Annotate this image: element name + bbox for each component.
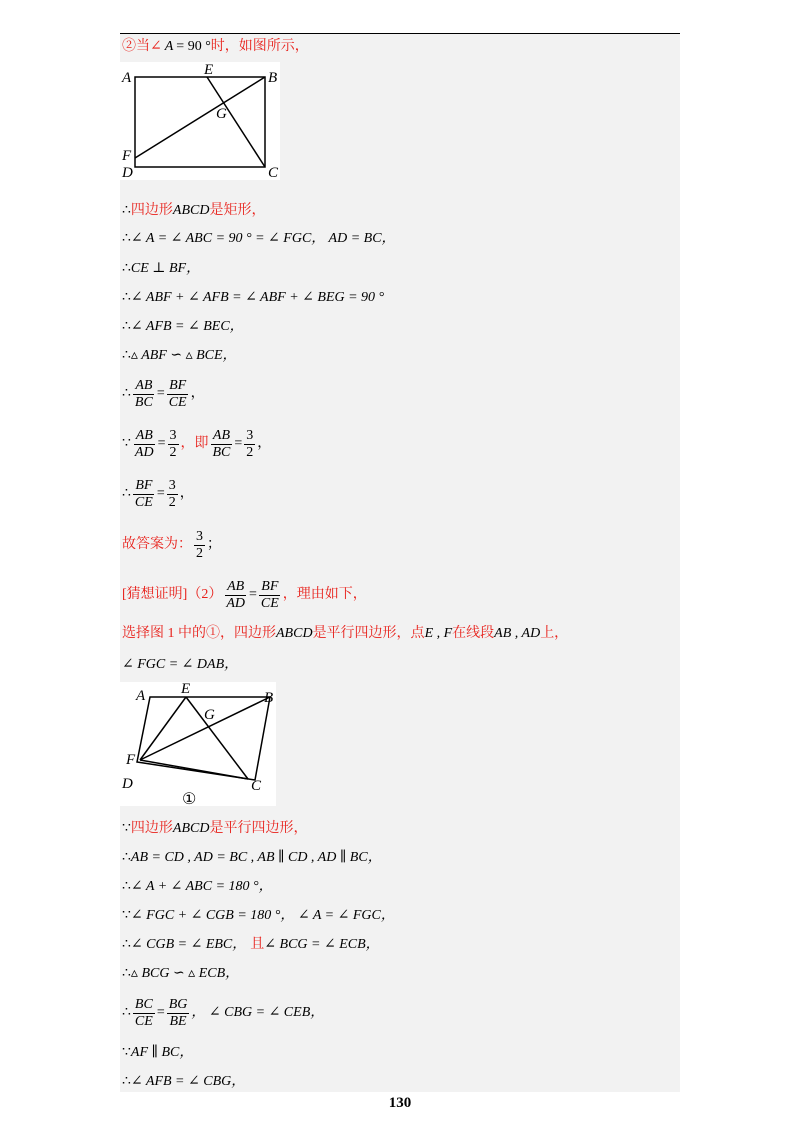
line-19: ∴ ∠ CGB = ∠ EBC， 且 ∠ BCG = ∠ ECB， — [122, 937, 380, 952]
label-F: F — [126, 752, 136, 768]
line-20: ∴ ▵ BCG ∽ ▵ ECB， — [122, 966, 240, 981]
line-4: ∴ CE ⊥ BF， — [122, 261, 201, 276]
label-G: G — [216, 106, 227, 122]
line-7: ∴ ▵ ABF ∽ ▵ BCE， — [122, 348, 237, 363]
case-2-heading: ②当∠ A = 90 ° 时，如图所示， — [122, 39, 309, 54]
line-12-conjecture: [猜想证明]（2） $\frac{AB}{AD}$ = $\frac{BF}{CE}$ ，理由如下， — [122, 578, 367, 611]
line-5: ∴ ∠ ABF + ∠ AFB = ∠ ABF + ∠ BEG = 90 ° — [122, 290, 385, 305]
figure-rectangle — [120, 62, 280, 180]
figure-caption: ① — [182, 791, 197, 806]
line-15: ∵ 四边形 ABCD 是平行四边形， — [122, 821, 308, 836]
label-D: D — [122, 776, 133, 792]
line-22: ∵ AF ∥ BC， — [122, 1045, 194, 1060]
page-number: 130 — [388, 1095, 412, 1111]
label-C: C — [268, 165, 279, 180]
line-13: 选择图 1 中的①，四边形 ABCD 是平行四边形，点 E , F 在线段 AB , AD 上， — [122, 626, 569, 641]
label-B: B — [268, 70, 278, 86]
label-B: B — [264, 690, 274, 706]
line-6: ∴ ∠ AFB = ∠ BEC， — [122, 319, 244, 334]
line-3: ∴ ∠ A = ∠ ABC = 90 ° = ∠ FGC， AD = BC， — [122, 231, 396, 246]
line-14: ∠ FGC = ∠ DAB， — [122, 657, 239, 672]
label-F: F — [122, 148, 132, 164]
figure-parallelogram — [120, 682, 276, 806]
label-G: G — [204, 707, 215, 723]
label-E: E — [181, 682, 191, 697]
line-10: ∴ $\frac{BF}{CE}$ = $\frac{3}{2}$ ， — [122, 477, 194, 510]
line-17: ∴ ∠ A + ∠ ABC = 180 °， — [122, 879, 273, 894]
label-C: C — [251, 778, 262, 794]
line-8: ∴ $\frac{AB}{BC}$ = $\frac{BF}{CE}$ ， — [122, 377, 205, 410]
label-A: A — [122, 70, 132, 86]
line-21: ∴ $\frac{BC}{CE}$ = $\frac{BG}{BE}$ ， ∠ CBG = ∠ CEB， — [122, 996, 325, 1029]
label-A: A — [136, 688, 146, 704]
line-2: ∴ 四边形 ABCD 是矩形， — [122, 203, 266, 218]
label-D: D — [122, 165, 133, 180]
top-rule — [120, 33, 680, 34]
line-11-answer: 故答案为： $\frac{3}{2}$ ； — [122, 528, 221, 561]
line-23: ∴ ∠ AFB = ∠ CBG， — [122, 1074, 246, 1089]
line-9: ∵ $\frac{AB}{AD}$ = $\frac{3}{2}$ ，即 $\frac{AB}{BC}$ = $\frac{3}{2}$ ， — [122, 427, 272, 460]
line-16: ∴ AB = CD , AD = BC , AB ∥ CD , AD ∥ BC， — [122, 850, 382, 865]
label-E: E — [204, 62, 214, 78]
line-18: ∵ ∠ FGC + ∠ CGB = 180 °， ∠ A = ∠ FGC， — [122, 908, 395, 923]
